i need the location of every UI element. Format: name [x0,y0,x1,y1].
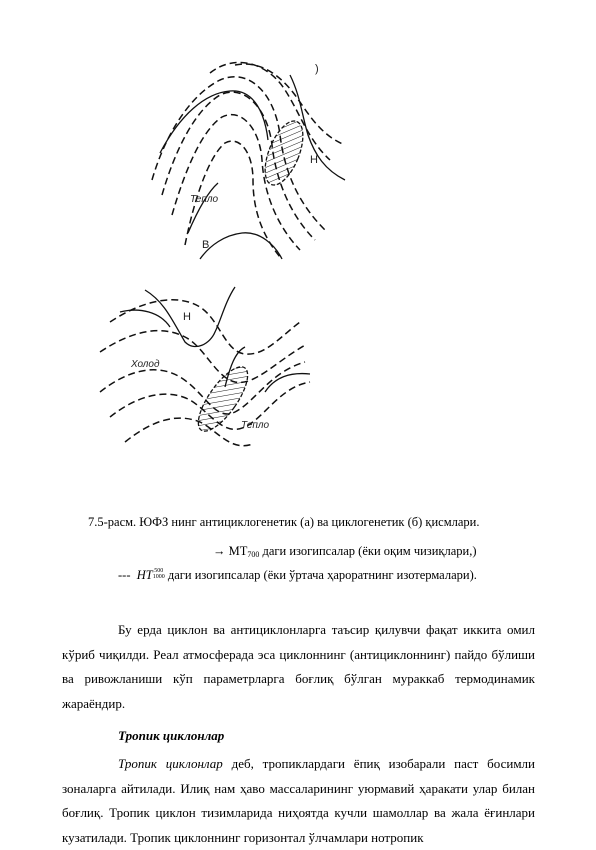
figure-b-map [95,282,315,460]
paragraph-2-text: деб, тропиклардаги ёпиқ изобарали паст босимли зоналарга айтилади. Илиқ нам ҳаво массаларининг уюрмавий ҳаракати улар билан боғлиқ. Тропик циклон тизимларида ниҳоятда кучли шамоллар ва жала ёғинлари кузатилади. Тропик циклоннинг горизонтал ўлчамлари нотропик [62,756,536,845]
figure-a-letter-n: Н [310,154,318,166]
arrow-icon: → [213,544,226,558]
caption-ht-text: даги изогипсалар (ёки ўртача ҳароратнинг изотермалари). [164,568,477,582]
figure-a-letter-v: В [202,239,210,251]
body-paragraph-1: Бу ерда циклон ва антициклонларга таъсир қилувчи фақат иккита омил кўриб чиқилди. Реал атмосферада эса циклоннинг (антициклоннинг) пайдо бўлиши ва ривожланиши кўп параметрларга боғлиқ бўлган мураккаб термодинамик жараёндир. [62,622,535,711]
caption-mt-text: даги изогипсалар (ёки оқим чизиқлари,) [259,544,477,558]
figure-b-letter-n: Н [183,311,191,323]
figure-a-label-teplo: Тепло [190,194,219,205]
body-paragraph-2 [62,752,535,850]
figure-b-thermal-contours [120,287,310,392]
caption-ht-fraction [153,568,165,580]
figure-a-map [150,55,350,260]
section-heading: Тропик циклонлар [118,728,225,743]
figure-a-stray-mark: ) [315,63,319,75]
figure-caption-legend-ht [118,568,477,583]
figure-b-label-teplo: Тепло [241,420,270,431]
figure-b-label-kholod: Холод [131,359,160,370]
caption-ht-sub: 1000 [152,574,165,580]
caption-mt-subscript: 700 [247,550,260,559]
figure-caption-title: 7.5-расм. ЮФЗ нинг антициклогенетик (а) ва циклогенетик (б) қисмлари. [88,515,480,529]
caption-ht-sup: 500 [154,568,164,574]
caption-ht-label: НТ [136,568,153,582]
paragraph-2-term: Тропик циклонлар [118,756,223,771]
dashed-line-icon: --- [118,568,131,582]
caption-mt-label: МТ [228,544,248,558]
figure-caption-legend-mt700 [213,544,477,559]
